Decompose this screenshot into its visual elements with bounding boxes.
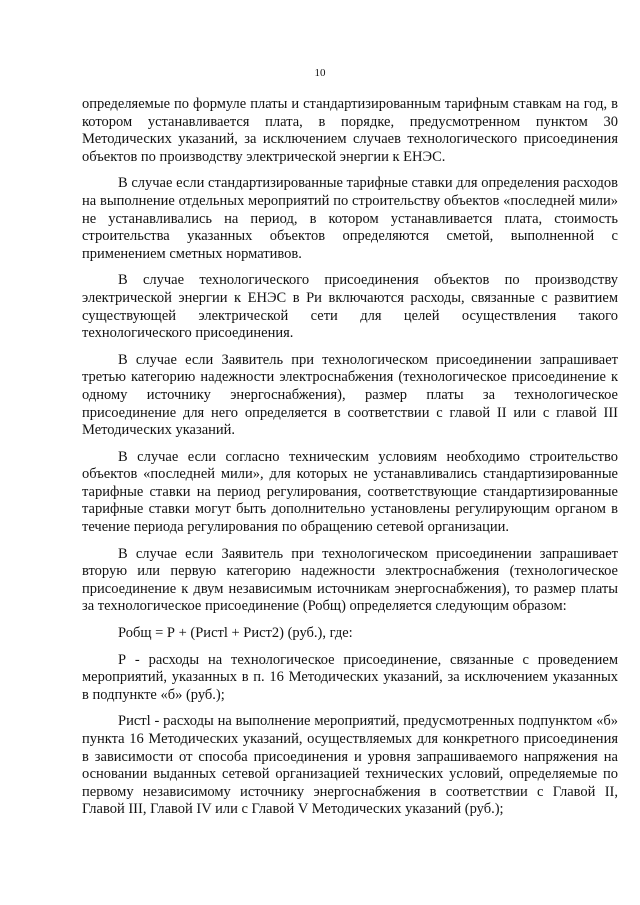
paragraph-last-mile-rates: В случае если согласно техническим условиям необходимо строительство объектов «последней мили», для которых не устанавливались стандартизированные тарифные ставки на период регулирования, соответствующие стандартизированные тарифные ставки могут быть дополнительно установлены регулирующим органом в течение периода регулирования по обращению сетевой организации. bbox=[82, 448, 618, 536]
formula-total-payment: Робщ = Р + (Ристl + Рист2) (руб.), где: bbox=[118, 625, 353, 642]
definition-rist1: Ристl - расходы на выполнение мероприятий, предусмотренных подпунктом «б» пункта 16 Методических указаний, осуществляемых для конкретного присоединения в зависимости от способа присоединения и уровня запрашиваемого напряжения на основании выданных сетевой организацией технических условий, определяемые по первому независимому источнику энергоснабжения в соответствии с Главой II, Главой III, Главой IV или с Главой V Методических указаний (руб.); bbox=[82, 713, 618, 818]
document-body bbox=[82, 96, 618, 828]
paragraph-last-mile-estimate: В случае если стандартизированные тарифные ставки для определения расходов на выполнение отдельных мероприятий по строительству объектов «последней мили» не устанавливались на период, в котором устанавливается плата, стоимость строительства указанных объектов определяются сметой, выполненной с применением сметных нормативов. bbox=[82, 175, 618, 262]
paragraph-third-category: В случае если Заявитель при технологическом присоединении запрашивает третью категорию надежности электроснабжения (технологическое присоединение к одному источнику энергоснабжения), размер платы за технологическое присоединение для него определяется в соответствии с главой II или с главой III Методических указаний. bbox=[82, 351, 618, 439]
paragraph-continuation: определяемые по формуле платы и стандартизированным тарифным ставкам на год, в котором устанавливается плата, в порядке, предусмотренном пунктом 30 Методических указаний, за исключением случаев технологического присоединения объектов по производству электрической энергии к ЕНЭС. bbox=[82, 96, 618, 165]
paragraph-enes-generation: В случае технологического присоединения объектов по производству электрической энергии к ЕНЭС в Ри включаются расходы, связанные с развитием существующей электрической сети для целей осуществления такого технологического присоединения. bbox=[82, 272, 618, 342]
page-number: 10 bbox=[314, 67, 326, 79]
definition-p: Р - расходы на технологическое присоединение, связанные с проведением мероприятий, указанных в п. 16 Методических указаний, за исключением указанных в подпункте «б» (руб.); bbox=[82, 651, 618, 703]
paragraph-second-first-category: В случае если Заявитель при технологическом присоединении запрашивает вторую или первую категорию надежности электроснабжения (технологическое присоединение к двум независимым источникам энергоснабжения), то размер платы за технологическое присоединение (Робщ) определяется следующим образом: bbox=[82, 545, 618, 615]
